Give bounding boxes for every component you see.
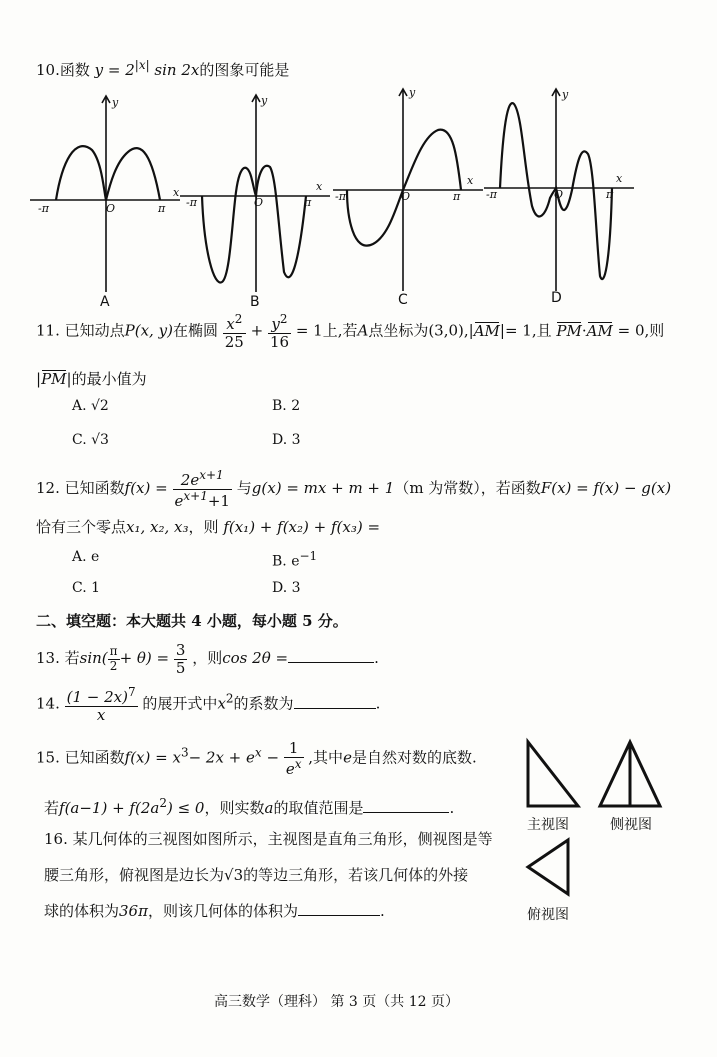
q12-line2: 恰有三个零点x₁, x₂, x₃，则 f(x₁) + f(x₂) + f(x₃) = bbox=[36, 518, 381, 536]
q16-line1: 16. 某几何体的三视图如图所示，主视图是直角三角形，侧视图是等 bbox=[44, 830, 493, 848]
q13-line: 13. 若sin( $\frac{\pi}{2}$ + θ) = $\frac{3}{5}$ ，则cos 2θ = . bbox=[36, 641, 379, 677]
q15-answer-blank[interactable] bbox=[363, 812, 449, 813]
graph-b-origin: O bbox=[254, 196, 264, 209]
graph-a-y-label: y bbox=[112, 96, 119, 109]
graph-d-origin: O bbox=[554, 188, 564, 201]
q11-option-d[interactable]: D. 3 bbox=[272, 432, 301, 448]
graph-b-x-label: x bbox=[316, 180, 323, 193]
front-view-figure bbox=[524, 738, 584, 810]
graph-a-caption: A bbox=[100, 294, 110, 310]
graph-a-origin: O bbox=[106, 202, 116, 215]
q13-answer-blank[interactable] bbox=[288, 662, 374, 663]
graph-a-x-label: x bbox=[173, 186, 180, 199]
section2-title: 二、填空题：本大题共 4 小题，每小题 5 分。 bbox=[36, 612, 348, 630]
page-footer: 高三数学（理科） 第 3 页（共 12 页） bbox=[214, 994, 459, 1010]
graph-b bbox=[180, 92, 330, 292]
graph-d-neg-pi: -π bbox=[486, 188, 497, 201]
graph-b-neg-pi: -π bbox=[186, 196, 197, 209]
q11-line2: |PM|的最小值为 bbox=[36, 370, 147, 388]
graph-b-y-label: y bbox=[261, 94, 268, 107]
graph-b-pos-pi: π bbox=[304, 196, 312, 209]
q12-line1: 12. 已知函数f(x) = $\frac{2e^{x+1}}{e^{x+1}+1}$ 与g(x) = mx + m + 1（m 为常数），若函数F(x) = f(x) − g(x) bbox=[36, 468, 672, 510]
side-view-label: 侧视图 bbox=[610, 817, 652, 833]
q12-option-a[interactable]: A. e bbox=[72, 549, 100, 565]
q12-option-d[interactable]: D. 3 bbox=[272, 580, 301, 596]
q12-option-b[interactable]: B. $e^{-1}$ bbox=[272, 549, 318, 570]
graph-c-origin: O bbox=[401, 190, 411, 203]
q12-option-c[interactable]: C. 1 bbox=[72, 580, 101, 596]
q11-option-b[interactable]: B. 2 bbox=[272, 398, 301, 414]
graph-c bbox=[333, 86, 483, 291]
q10-stem: 10.函数 $y = 2^{|x|}$ sin 2x的图象可能是 bbox=[36, 58, 290, 79]
graph-d-caption: D bbox=[551, 290, 562, 306]
graph-c-neg-pi: -π bbox=[335, 190, 346, 203]
q16-answer-blank[interactable] bbox=[298, 915, 380, 916]
q11-line1: 11. 已知动点P(x, y)在椭圆 $\frac{x^2}{25}$ + $\frac{y^2}{16}$ = 1上,若A点坐标为(3,0),|AM|= 1,且 PM·AM = 0,则 bbox=[36, 312, 665, 351]
graph-d-y-label: y bbox=[562, 88, 569, 101]
graph-a-pos-pi: π bbox=[158, 202, 166, 215]
q14-line: 14. $\frac{(1 - 2x)^7}{x}$ 的展开式中$x^2$的系数为 . bbox=[36, 685, 381, 724]
q16-line3: 球的体积为36π，则该几何体的体积为 . bbox=[44, 902, 385, 920]
graph-c-pos-pi: π bbox=[453, 190, 461, 203]
q15-line2: 若$f(a-1) + f(2a^2) \le 0$，则实数a的取值范围是 . bbox=[44, 796, 455, 817]
top-view-figure bbox=[524, 836, 574, 898]
graph-b-caption: B bbox=[250, 294, 260, 310]
graph-a-neg-pi: -π bbox=[38, 202, 49, 215]
q11-option-c[interactable]: C. √3 bbox=[72, 432, 109, 448]
graph-d bbox=[484, 86, 634, 291]
front-view-label: 主视图 bbox=[527, 817, 569, 833]
graph-a bbox=[30, 92, 180, 292]
graph-c-y-label: y bbox=[409, 86, 416, 99]
top-view-label: 俯视图 bbox=[527, 907, 569, 923]
graph-c-x-label: x bbox=[467, 174, 474, 187]
graph-d-x-label: x bbox=[616, 172, 623, 185]
q14-answer-blank[interactable] bbox=[294, 708, 376, 709]
graph-d-pos-pi: π bbox=[606, 188, 614, 201]
q11-option-a[interactable]: A. √2 bbox=[72, 398, 109, 414]
graph-c-caption: C bbox=[398, 292, 408, 308]
q15-line1: 15. 已知函数$f(x) = x^3- 2x + e^x$ − $\frac{1}{e^x}$ ,其中e是自然对数的底数. bbox=[36, 739, 477, 778]
q16-line2: 腰三角形，俯视图是边长为√3的等边三角形，若该几何体的外接 bbox=[44, 866, 469, 884]
side-view-figure bbox=[596, 738, 666, 810]
